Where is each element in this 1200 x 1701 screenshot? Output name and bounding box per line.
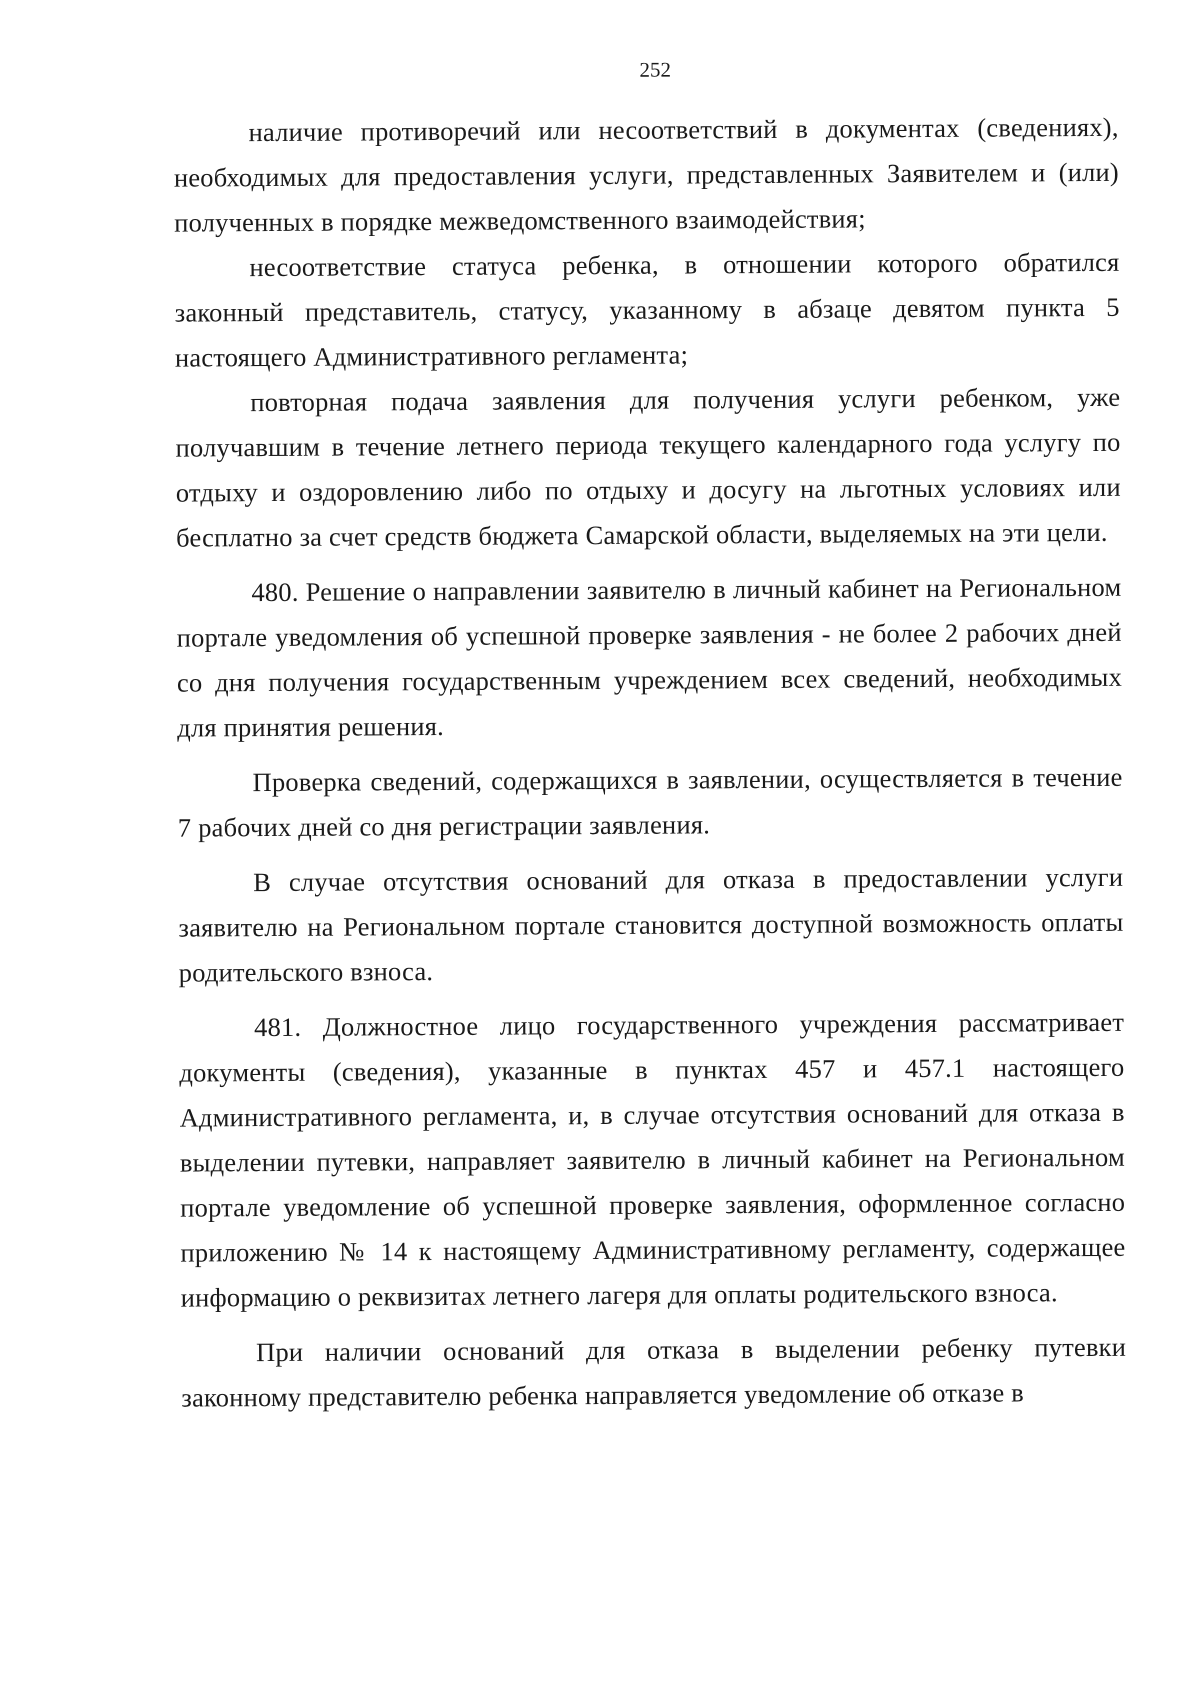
paragraph: несоответствие статуса ребенка, в отношении которого обратился законный представитель, статусу, указанному в абзаце девятом пункта 5 настоящего Административного регламента; — [174, 246, 1120, 373]
paragraph: 480. Решение о направлении заявителю в личный кабинет на Региональном портале уведомления об успешной проверке заявления - не более 2 рабочих дней со дня получения государственным учреждением всех сведений, необходимых для принятия решения. — [176, 571, 1123, 743]
paragraph: В случае отсутствия оснований для отказа в предоставлении услуги заявителю на Региональном портале становится доступной возможность оплаты родительского взноса. — [178, 861, 1124, 988]
paragraph: 481. Должностное лицо государственного учреждения рассматривает документы (сведения), указанные в пунктах 457 и 457.1 настоящего Административного регламента, и, в случае отсутствия оснований для отказа в выделении путевки, направляет заявителю в личный кабинет на Региональном портале уведомление об успешной проверке заявления, оформленное согласно приложению № 14 к настоящему Административному регламенту, содержащее информацию о реквизитах летнего лагеря для оплаты родительского взноса. — [179, 1006, 1126, 1313]
paragraph: При наличии оснований для отказа в выделении ребенку путевки законному представителю ребенка направляется уведомление об отказе в — [181, 1331, 1127, 1413]
document-body — [173, 105, 1126, 1421]
paragraph: Проверка сведений, содержащихся в заявлении, осуществляется в течение 7 рабочих дней со дня регистрации заявления. — [177, 761, 1123, 843]
paragraph: наличие противоречий или несоответствий в документах (сведениях), необходимых для предоставления услуги, представленных Заявителем и (или) полученных в порядке межведомственного взаимодействия; — [173, 111, 1119, 238]
page-number: 252 — [639, 57, 672, 82]
paragraph: повторная подача заявления для получения услуги ребенком, уже получавшим в течение летнего периода текущего календарного года услугу по отдыху и оздоровлению либо по отдыху и досугу на льготных условиях или бесплатно за счет средств бюджета Самарской области, выделяемых на эти цели. — [175, 381, 1121, 553]
